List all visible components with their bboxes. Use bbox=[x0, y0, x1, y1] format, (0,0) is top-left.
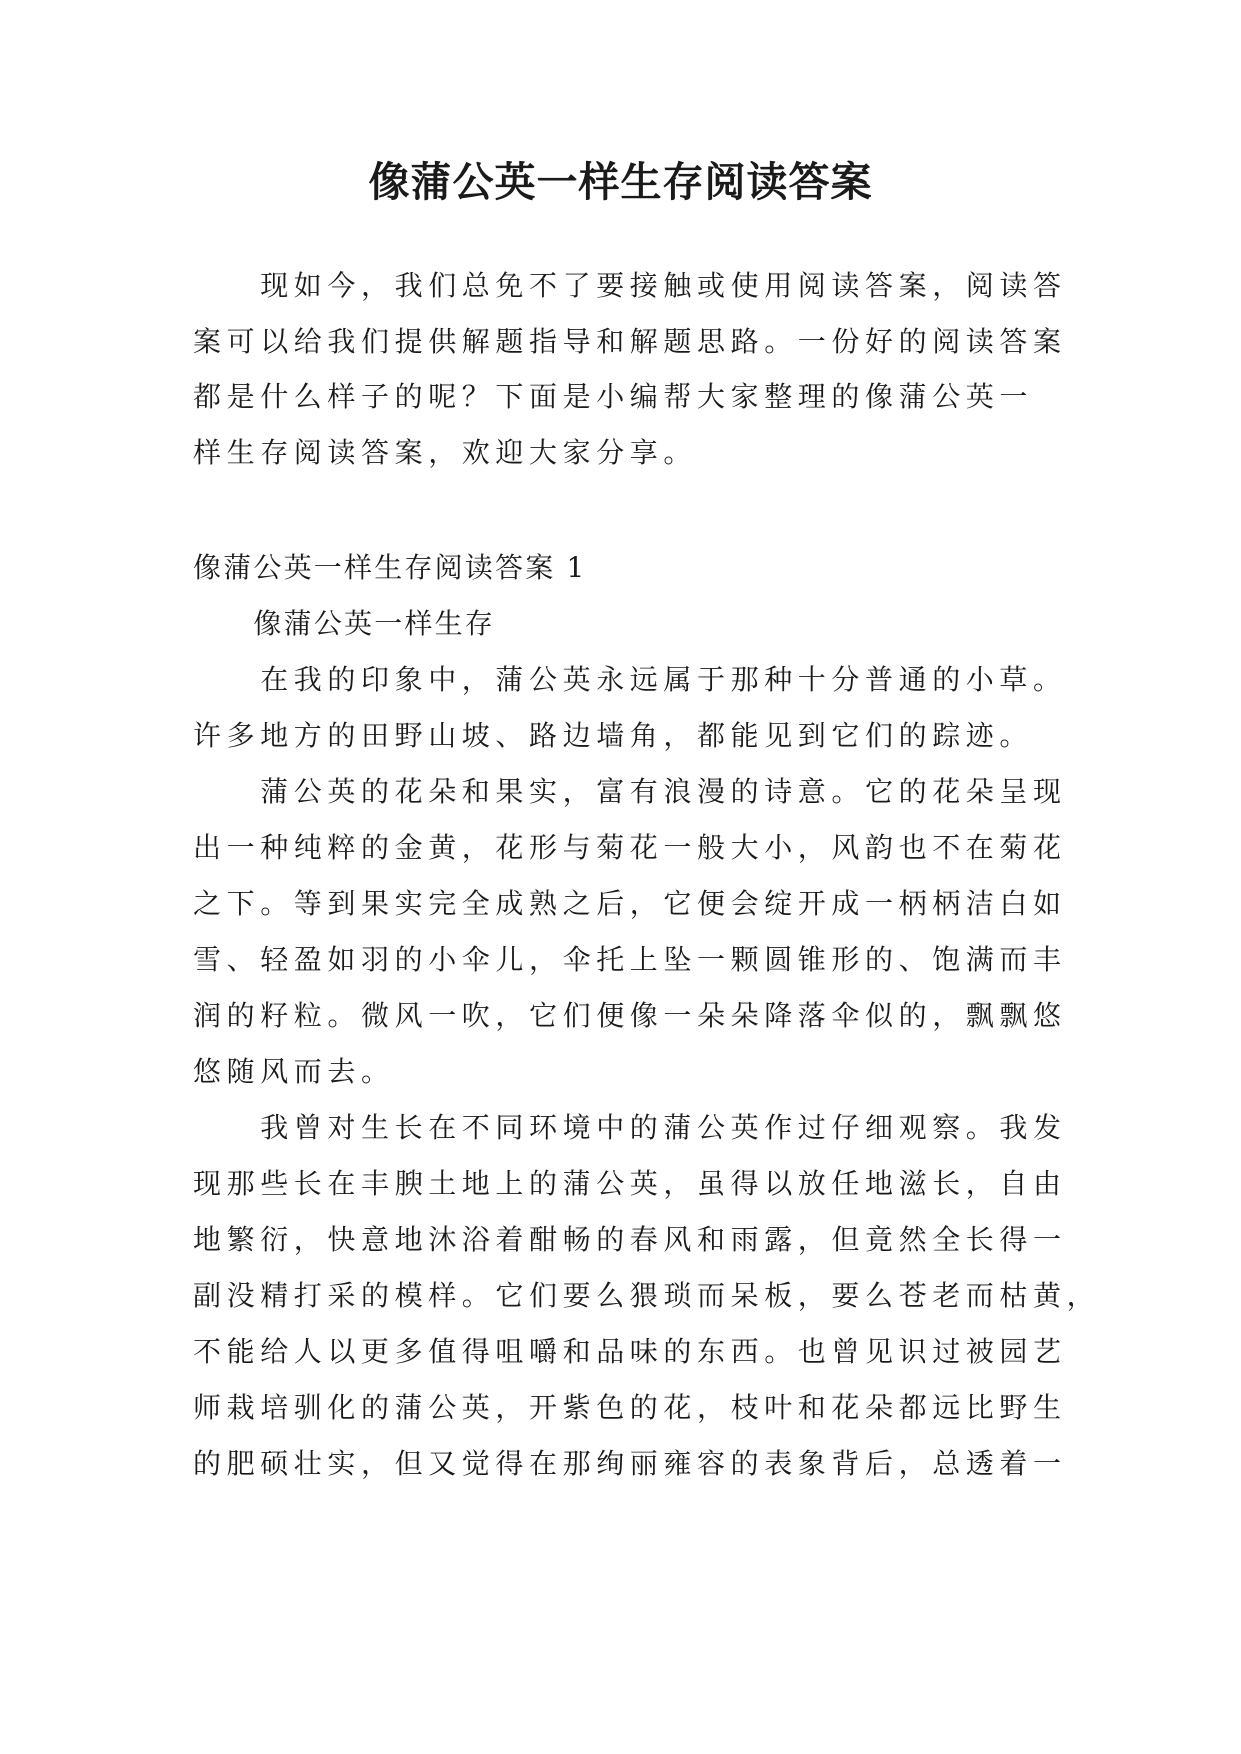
intro-line: 都是什么样子的呢？下面是小编帮大家整理的像蒲公英一 bbox=[193, 380, 1034, 413]
article-title: 像蒲公英一样生存 bbox=[193, 607, 496, 640]
body-line: 悠随风而去。 bbox=[193, 1055, 395, 1088]
body-line: 许多地方的田野山坡、路边墙角，都能见到它们的踪迹。 bbox=[193, 719, 1034, 752]
intro-line: 案可以给我们提供解题指导和解题思路。一份好的阅读答案 bbox=[193, 325, 1067, 358]
body-line: 雪、轻盈如羽的小伞儿，伞托上坠一颗圆锥形的、饱满而丰 bbox=[193, 943, 1067, 976]
body-line: 之下。等到果实完全成熟之后，它便会绽开成一柄柄洁白如 bbox=[193, 887, 1067, 920]
body-line: 现那些长在丰腴土地上的蒲公英，虽得以放任地滋长，自由 bbox=[193, 1167, 1067, 1200]
body-line: 师栽培驯化的蒲公英，开紫色的花，枝叶和花朵都远比野生 bbox=[193, 1391, 1067, 1424]
document-title: 像蒲公英一样生存阅读答案 bbox=[368, 158, 873, 206]
body-line: 我曾对生长在不同环境中的蒲公英作过仔细观察。我发 bbox=[193, 1111, 1067, 1144]
body-line: 地繁衍，快意地沐浴着酣畅的春风和雨露，但竟然全长得一 bbox=[193, 1223, 1067, 1256]
section-heading: 像蒲公英一样生存阅读答案 1 bbox=[193, 551, 587, 584]
body-line: 出一种纯粹的金黄，花形与菊花一般大小，风韵也不在菊花 bbox=[193, 831, 1067, 864]
body-line: 副没精打采的模样。它们要么猥琐而呆板，要么苍老而枯黄， bbox=[193, 1279, 1101, 1312]
intro-line: 现如今，我们总免不了要接触或使用阅读答案，阅读答 bbox=[193, 269, 1067, 302]
body-line: 在我的印象中，蒲公英永远属于那种十分普通的小草。 bbox=[193, 663, 1067, 696]
body-line: 不能给人以更多值得咀嚼和品味的东西。也曾见识过被园艺 bbox=[193, 1335, 1067, 1368]
intro-line: 样生存阅读答案，欢迎大家分享。 bbox=[193, 436, 698, 469]
body-line: 的肥硕壮实，但又觉得在那绚丽雍容的表象背后，总透着一 bbox=[193, 1447, 1067, 1480]
body-line: 蒲公英的花朵和果实，富有浪漫的诗意。它的花朵呈现 bbox=[193, 775, 1067, 808]
body-line: 润的籽粒。微风一吹，它们便像一朵朵降落伞似的，飘飘悠 bbox=[193, 999, 1067, 1032]
